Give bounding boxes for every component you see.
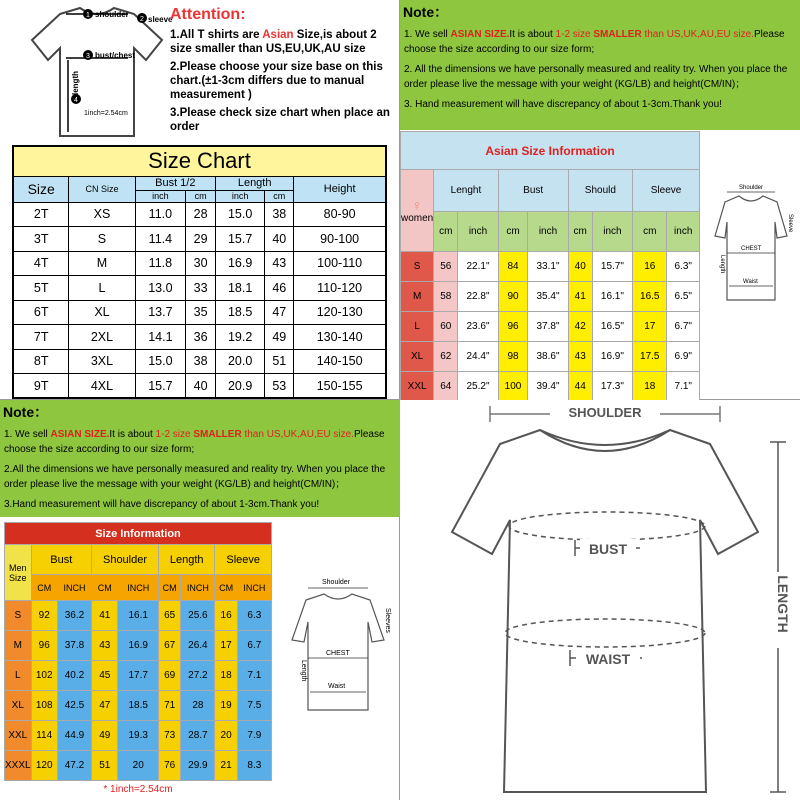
kids-cell-h: 80-90 — [294, 202, 386, 227]
men-header-length: Length — [158, 545, 214, 575]
women-tshirt-diagram — [703, 180, 799, 320]
kids-cell-li: 15.7 — [216, 227, 265, 252]
large-tshirt-diagram — [400, 400, 800, 800]
kids-cell-li: 15.0 — [216, 202, 265, 227]
kids-size-panel — [0, 0, 400, 400]
men-cell-f: 25.6 — [181, 601, 215, 631]
men-cell-a: 114 — [31, 721, 57, 751]
kids-cell-cn: S — [69, 227, 135, 252]
women-cell-a: 60 — [434, 312, 458, 342]
kids-cell-s: 2T — [13, 202, 69, 227]
men-cell-s: M — [5, 631, 32, 661]
women-cell-a: 64 — [434, 372, 458, 402]
men-header-cm: CM — [215, 575, 237, 601]
men-header-sleeve: Sleeve — [215, 545, 272, 575]
kids-cell-h: 120-130 — [294, 300, 386, 325]
note-1f: than US,UK,AU,EU size. — [241, 429, 354, 440]
men-table-title: Size Information — [5, 523, 272, 545]
women-header-inch: inch — [458, 212, 498, 252]
women-header-length: Lenght — [434, 170, 498, 212]
marker-2: 2 — [140, 16, 144, 23]
men-cell-e: 71 — [158, 691, 180, 721]
kids-cell-lc: 49 — [265, 325, 294, 350]
men-footer: * 1inch=2.54cm — [103, 784, 173, 796]
women-header-should: Should — [568, 170, 632, 212]
men-header-inch: INCH — [118, 575, 159, 601]
women-cell-h: 7.1" — [667, 372, 700, 402]
note-1e: SMALLER — [593, 29, 642, 40]
women-cell-a: 62 — [434, 342, 458, 372]
note-1e: SMALLER — [193, 429, 242, 440]
women-label — [401, 170, 434, 252]
men-tshirt-diagram — [280, 570, 396, 730]
kids-cell-lc: 40 — [265, 227, 294, 252]
note-line-2: 2. All the dimensions we have personally measured and reality try. When you place the order please live the message with your weight (KG/LB) and height(CM/IN)； — [404, 64, 788, 90]
note-line-2: 2.All the dimensions we have personally measured and reality try. When you place the order please live the message with your weight (KG/LB) and height(CM/IN)； — [4, 464, 386, 490]
sleeve-label: sleeve — [148, 15, 173, 24]
tshirt-diagram — [0, 0, 173, 140]
kids-cell-h: 100-110 — [294, 251, 386, 276]
women-waist-label: Waist — [743, 279, 758, 285]
women-cell-e: 43 — [568, 342, 592, 372]
kids-cell-cn: 3XL — [69, 349, 135, 374]
kids-cell-lc: 43 — [265, 251, 294, 276]
men-cell-g: 17 — [215, 631, 237, 661]
men-header-cm: CM — [92, 575, 118, 601]
shoulder-label: shoulder — [95, 10, 129, 19]
women-header-cm: cm — [498, 212, 528, 252]
women-chest-label: CHEST — [741, 246, 762, 252]
women-text: women — [401, 213, 434, 224]
men-size-panel — [0, 400, 400, 800]
attention-1c: Size,is about 2 size smaller than US,EU,UK,AU size — [170, 29, 377, 55]
kids-cell-cn: 4XL — [69, 374, 135, 399]
note-1a: 1. We sell — [404, 29, 451, 40]
women-cell-b: 23.6" — [458, 312, 498, 342]
women-cell-f: 16.9" — [592, 342, 632, 372]
kids-cell-bc: 35 — [186, 300, 216, 325]
women-cell-d: 38.6" — [528, 342, 568, 372]
kids-cell-h: 110-120 — [294, 276, 386, 301]
women-cell-a: 56 — [434, 252, 458, 282]
men-cell-h: 6.7 — [237, 631, 271, 661]
men-cell-h: 7.5 — [237, 691, 271, 721]
kids-cell-bi: 11.4 — [135, 227, 186, 252]
table-row — [401, 372, 700, 402]
table-row — [13, 202, 386, 227]
men-chest-label: CHEST — [326, 650, 350, 657]
attention-block — [170, 6, 396, 134]
marker-1: 1 — [86, 12, 90, 19]
table-row — [5, 691, 272, 721]
men-cell-h: 7.1 — [237, 661, 271, 691]
men-cell-a: 108 — [31, 691, 57, 721]
men-cell-d: 16.9 — [118, 631, 159, 661]
men-sleeve-label: Sleeves — [384, 608, 391, 633]
women-cell-b: 22.1" — [458, 252, 498, 282]
women-cell-e: 44 — [568, 372, 592, 402]
header-cn-size: CN Size — [69, 176, 135, 202]
inch-conversion: 1inch=2.54cm — [84, 110, 128, 117]
note-1f: than US,UK,AU,EU size. — [641, 29, 754, 40]
men-cell-c: 47 — [92, 691, 118, 721]
women-header-cm: cm — [434, 212, 458, 252]
men-cell-c: 41 — [92, 601, 118, 631]
women-cell-f: 16.1" — [592, 282, 632, 312]
header-bust: Bust 1/2 — [135, 176, 215, 190]
attention-title: Attention: — [170, 6, 246, 23]
women-cell-b: 25.2" — [458, 372, 498, 402]
attention-1a: 1.All T shirts are — [170, 29, 263, 41]
note-line-3: 3.Hand measurement will have discrepancy of about 1-3cm.Thank you! — [4, 499, 320, 510]
women-header-cm: cm — [633, 212, 667, 252]
men-header-cm: CM — [158, 575, 180, 601]
kids-cell-lc: 47 — [265, 300, 294, 325]
women-cell-h: 6.9" — [667, 342, 700, 372]
kids-cell-lc: 53 — [265, 374, 294, 399]
women-size-table — [400, 131, 700, 420]
women-cell-f: 16.5" — [592, 312, 632, 342]
men-header-bust: Bust — [31, 545, 91, 575]
waist-measure-label: WAIST — [585, 651, 631, 667]
kids-cell-bc: 30 — [186, 251, 216, 276]
men-header-inch: INCH — [57, 575, 91, 601]
note-1a: 1. We sell — [4, 429, 51, 440]
men-cell-g: 19 — [215, 691, 237, 721]
kids-cell-bi: 13.7 — [135, 300, 186, 325]
marker-3: 3 — [86, 53, 90, 60]
header-cm: cm — [265, 190, 294, 202]
men-cell-f: 28.7 — [181, 721, 215, 751]
length-measure-label: LENGTH — [775, 575, 791, 633]
men-cell-b: 44.9 — [57, 721, 91, 751]
kids-cell-s: 3T — [13, 227, 69, 252]
women-table-title: Asian Size Information — [401, 132, 700, 170]
men-cell-s: XXXL — [5, 751, 32, 781]
attention-line-3: 3.Please check size chart when place an order — [170, 107, 390, 133]
kids-cell-li: 18.1 — [216, 276, 265, 301]
men-cell-s: XL — [5, 691, 32, 721]
women-cell-g: 16 — [633, 252, 667, 282]
kids-cell-s: 5T — [13, 276, 69, 301]
men-cell-f: 28 — [181, 691, 215, 721]
men-cell-f: 26.4 — [181, 631, 215, 661]
women-cell-c: 98 — [498, 342, 528, 372]
note-block — [0, 400, 400, 517]
women-sleeve-label: Sleeve — [787, 214, 793, 233]
women-cell-s: XL — [401, 342, 434, 372]
men-cell-e: 67 — [158, 631, 180, 661]
men-cell-g: 21 — [215, 751, 237, 781]
men-cell-f: 27.2 — [181, 661, 215, 691]
women-cell-d: 33.1" — [528, 252, 568, 282]
kids-cell-lc: 51 — [265, 349, 294, 374]
women-header-cm: cm — [568, 212, 592, 252]
men-cell-s: L — [5, 661, 32, 691]
men-cell-f: 29.9 — [181, 751, 215, 781]
attention-line-1 — [170, 28, 396, 56]
bust-label: bust/chest — [95, 51, 136, 60]
men-cell-e: 69 — [158, 661, 180, 691]
kids-cell-cn: L — [69, 276, 135, 301]
kids-cell-bc: 29 — [186, 227, 216, 252]
men-cell-b: 37.8 — [57, 631, 91, 661]
kids-cell-cn: 2XL — [69, 325, 135, 350]
women-cell-h: 6.7" — [667, 312, 700, 342]
men-size-label: Men Size — [5, 545, 32, 601]
men-header-inch: INCH — [237, 575, 271, 601]
women-header-sleeve: Sleeve — [633, 170, 700, 212]
note-1c: It is about — [109, 429, 156, 440]
men-cell-d: 16.1 — [118, 601, 159, 631]
kids-cell-bi: 11.0 — [135, 202, 186, 227]
kids-cell-lc: 46 — [265, 276, 294, 301]
kids-cell-bc: 38 — [186, 349, 216, 374]
kids-cell-lc: 38 — [265, 202, 294, 227]
women-cell-d: 39.4" — [528, 372, 568, 402]
kids-cell-bi: 11.8 — [135, 251, 186, 276]
note-title: Note： — [403, 4, 449, 20]
table-row — [13, 276, 386, 301]
kids-cell-bi: 13.0 — [135, 276, 186, 301]
kids-cell-li: 18.5 — [216, 300, 265, 325]
shoulder-measure-label: SHOULDER — [568, 405, 642, 420]
kids-cell-h: 90-100 — [294, 227, 386, 252]
table-row — [13, 227, 386, 252]
women-header-inch: inch — [667, 212, 700, 252]
men-shoulder-label: Shoulder — [322, 579, 351, 586]
men-cell-d: 18.5 — [118, 691, 159, 721]
kids-cell-s: 6T — [13, 300, 69, 325]
men-cell-h: 7.9 — [237, 721, 271, 751]
note-1g: Please choose the size according to our size form; — [404, 29, 785, 55]
note-1g: Please choose the size according to our size form; — [4, 429, 385, 455]
men-cell-a: 92 — [31, 601, 57, 631]
men-cell-h: 8.3 — [237, 751, 271, 781]
header-inch: inch — [135, 190, 186, 202]
kids-cell-cn: XL — [69, 300, 135, 325]
men-cell-d: 17.7 — [118, 661, 159, 691]
women-cell-h: 6.3" — [667, 252, 700, 282]
table-row — [401, 312, 700, 342]
men-cell-c: 45 — [92, 661, 118, 691]
kids-cell-h: 150-155 — [294, 374, 386, 399]
women-cell-e: 42 — [568, 312, 592, 342]
men-cell-d: 19.3 — [118, 721, 159, 751]
table-row — [13, 374, 386, 399]
men-cell-b: 47.2 — [57, 751, 91, 781]
women-length-label: Length — [719, 255, 725, 274]
table-row — [5, 601, 272, 631]
women-header-inch: inch — [592, 212, 632, 252]
women-header-bust: Bust — [498, 170, 568, 212]
women-shoulder-label: Shoulder — [739, 185, 764, 191]
women-cell-b: 22.8" — [458, 282, 498, 312]
note-title: Note： — [3, 404, 49, 420]
women-cell-s: S — [401, 252, 434, 282]
men-cell-c: 49 — [92, 721, 118, 751]
women-cell-s: M — [401, 282, 434, 312]
note-1c: It is about — [509, 29, 556, 40]
men-cell-g: 18 — [215, 661, 237, 691]
men-header-inch: INCH — [181, 575, 215, 601]
kids-cell-bi: 15.0 — [135, 349, 186, 374]
kids-cell-s: 7T — [13, 325, 69, 350]
header-inch: inch — [216, 190, 265, 202]
men-cell-c: 51 — [92, 751, 118, 781]
women-cell-a: 58 — [434, 282, 458, 312]
men-cell-a: 120 — [31, 751, 57, 781]
note-1b: ASIAN SIZE. — [450, 29, 510, 40]
women-cell-g: 16.5 — [633, 282, 667, 312]
kids-cell-s: 8T — [13, 349, 69, 374]
women-cell-g: 18 — [633, 372, 667, 402]
kids-cell-li: 20.0 — [216, 349, 265, 374]
men-cell-g: 20 — [215, 721, 237, 751]
women-cell-f: 15.7" — [592, 252, 632, 282]
women-cell-e: 41 — [568, 282, 592, 312]
kids-cell-bi: 14.1 — [135, 325, 186, 350]
men-cell-g: 16 — [215, 601, 237, 631]
men-cell-b: 42.5 — [57, 691, 91, 721]
table-row — [5, 721, 272, 751]
kids-cell-li: 20.9 — [216, 374, 265, 399]
kids-cell-bc: 40 — [186, 374, 216, 399]
header-length: Length — [216, 176, 294, 190]
kids-cell-h: 130-140 — [294, 325, 386, 350]
women-cell-c: 84 — [498, 252, 528, 282]
note-line-1 — [4, 427, 396, 457]
women-cell-s: L — [401, 312, 434, 342]
header-height: Height — [294, 176, 386, 202]
bust-measure-label: BUST — [588, 541, 628, 557]
women-cell-s: XXL — [401, 372, 434, 402]
women-cell-c: 100 — [498, 372, 528, 402]
women-cell-d: 37.8" — [528, 312, 568, 342]
men-cell-e: 73 — [158, 721, 180, 751]
men-cell-s: XXL — [5, 721, 32, 751]
men-cell-a: 102 — [31, 661, 57, 691]
women-cell-c: 96 — [498, 312, 528, 342]
female-icon: ♀ — [411, 197, 423, 213]
table-row — [401, 282, 700, 312]
men-waist-label: Waist — [328, 683, 346, 690]
men-cell-a: 96 — [31, 631, 57, 661]
length-label: length — [71, 71, 80, 95]
table-row — [5, 751, 272, 781]
men-length-label: Length — [300, 660, 307, 682]
kids-cell-li: 16.9 — [216, 251, 265, 276]
women-header-inch: inch — [528, 212, 568, 252]
table-row — [13, 325, 386, 350]
kids-cell-li: 19.2 — [216, 325, 265, 350]
men-cell-b: 40.2 — [57, 661, 91, 691]
men-cell-e: 76 — [158, 751, 180, 781]
women-cell-c: 90 — [498, 282, 528, 312]
men-cell-d: 20 — [118, 751, 159, 781]
table-row — [5, 661, 272, 691]
women-cell-g: 17.5 — [633, 342, 667, 372]
men-cell-h: 6.3 — [237, 601, 271, 631]
men-cell-e: 65 — [158, 601, 180, 631]
men-cell-b: 36.2 — [57, 601, 91, 631]
kids-size-chart — [12, 145, 387, 399]
marker-4: 4 — [74, 97, 78, 104]
women-cell-b: 24.4" — [458, 342, 498, 372]
table-row — [13, 251, 386, 276]
kids-cell-cn: M — [69, 251, 135, 276]
table-row — [401, 342, 700, 372]
size-chart-title: Size Chart — [13, 146, 386, 176]
women-cell-d: 35.4" — [528, 282, 568, 312]
tshirt-measure-diagram — [400, 400, 800, 800]
table-row — [5, 631, 272, 661]
men-size-table — [4, 522, 272, 799]
kids-cell-cn: XS — [69, 202, 135, 227]
women-cell-f: 17.3" — [592, 372, 632, 402]
kids-cell-s: 4T — [13, 251, 69, 276]
note-block — [400, 0, 800, 130]
men-cell-s: S — [5, 601, 32, 631]
note-1d: 1-2 size — [155, 429, 194, 440]
attention-line-2: 2.Please choose your size base on this chart.(±1-3cm differs due to manual measurement ) — [170, 61, 383, 101]
women-size-panel — [400, 0, 800, 400]
kids-cell-bc: 36 — [186, 325, 216, 350]
table-row — [13, 349, 386, 374]
women-cell-g: 17 — [633, 312, 667, 342]
note-line-3: 3. Hand measurement will have discrepancy of about 1-3cm.Thank you! — [404, 99, 722, 110]
kids-cell-bc: 33 — [186, 276, 216, 301]
note-1b: ASIAN SIZE. — [50, 429, 110, 440]
women-cell-h: 6.5" — [667, 282, 700, 312]
table-row — [401, 252, 700, 282]
table-row — [13, 300, 386, 325]
kids-cell-bi: 15.7 — [135, 374, 186, 399]
header-size: Size — [13, 176, 69, 202]
kids-cell-s: 9T — [13, 374, 69, 399]
attention-1b: Asian — [262, 29, 294, 41]
note-1d: 1-2 size — [555, 29, 594, 40]
men-header-shoulder: Shoulder — [92, 545, 159, 575]
kids-cell-h: 140-150 — [294, 349, 386, 374]
kids-cell-bc: 28 — [186, 202, 216, 227]
men-header-cm: CM — [31, 575, 57, 601]
header-cm: cm — [186, 190, 216, 202]
note-line-1 — [404, 27, 796, 57]
women-cell-e: 40 — [568, 252, 592, 282]
men-cell-c: 43 — [92, 631, 118, 661]
